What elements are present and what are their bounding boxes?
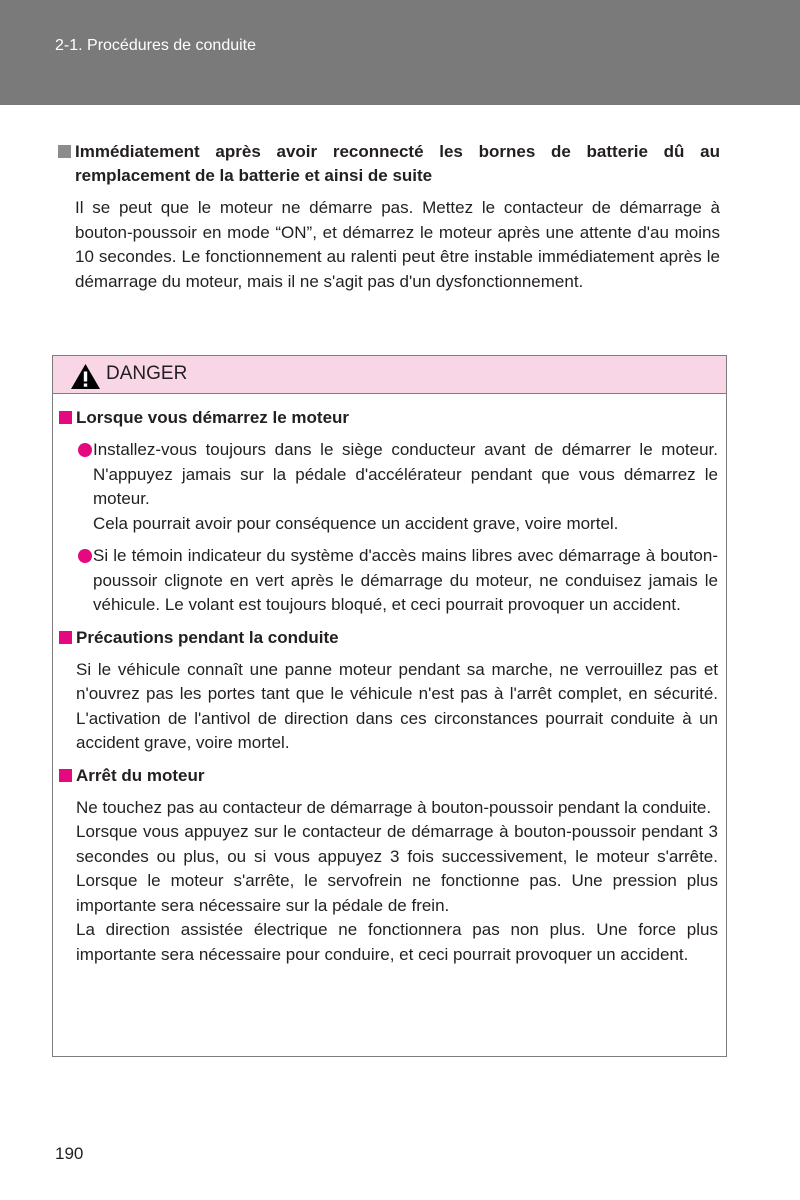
square-bullet-icon: [59, 411, 72, 424]
round-bullet-icon: [78, 549, 92, 563]
danger-paragraph: Ne touchez pas au contacteur de démarrage à bouton-poussoir pendant la conduite.: [76, 797, 712, 817]
section-body: Il se peut que le moteur ne démarre pas. Mettez le contacteur de démarrage à bouton-poussoir en mode “ON”, et démarrez le moteur après une attente d'au moins 10 secondes. Le fonctionnement au ralenti peut être instable immédiatement après le démarrage du moteur, mais il ne s'agit pas d'un dysfonctionnement.: [75, 198, 720, 291]
warning-triangle-icon: [70, 363, 101, 390]
danger-paragraph: Lorsque vous appuyez sur le contacteur de démarrage à bouton-poussoir pendant 3 secondes ou plus, ou si vous appuyez 3 fois successivement, le moteur s'arrête. Lorsque le moteur s'arrête, le servofrein ne fonctionne pas. Une pression plus importante sera nécessaire sur la pédale de frein.: [76, 822, 718, 915]
section-heading: [55, 140, 720, 188]
danger-header: [53, 356, 726, 394]
list-item-text: Installez-vous toujours dans le siège conducteur avant de démarrer le moteur. N'appuyez jamais sur la pédale d'accélérateur pendant que vous démarrez le moteur.: [93, 440, 718, 508]
danger-heading: [59, 406, 718, 430]
danger-paragraph: La direction assistée électrique ne fonctionnera pas non plus. Une force plus importante sera nécessaire pour conduire, et ceci pourrait provoquer un accident.: [76, 920, 718, 964]
header-bar: [0, 0, 800, 105]
list-item-text: Si le témoin indicateur du système d'accès mains libres avec démarrage à bouton-poussoir clignote en vert après le démarrage du moteur, ne conduisez jamais le véhicule. Le volant est toujours bloqué, et ceci pourrait provoquer un accident.: [93, 546, 718, 614]
danger-label: DANGER: [106, 363, 188, 384]
battery-section: [55, 140, 720, 294]
list-item: [59, 544, 718, 618]
danger-paragraph: Si le véhicule connaît une panne moteur pendant sa marche, ne verrouillez pas et n'ouvrez pas les portes tant que le véhicule n'est pas à l'arrêt complet, en sécurité. L'activation de l'antivol de direction dans ces circonstances pourrait conduite à un accident grave, voire mortel.: [76, 659, 718, 752]
list-item: [59, 438, 718, 536]
danger-heading-text: Lorsque vous démarrez le moteur: [76, 408, 350, 427]
square-bullet-icon: [59, 631, 72, 644]
danger-heading: [59, 764, 718, 788]
danger-heading-text: Arrêt du moteur: [76, 765, 205, 785]
round-bullet-icon: [78, 443, 92, 457]
danger-box: [52, 355, 727, 1057]
list-item-text: Cela pourrait avoir pour conséquence un accident grave, voire mortel.: [93, 513, 619, 533]
breadcrumb: 2-1. Procédures de conduite: [55, 37, 257, 54]
section-heading-text: Immédiatement après avoir reconnecté les bornes de batterie dû au remplacement de la batterie et ainsi de suite: [75, 142, 720, 185]
danger-heading: [59, 626, 718, 650]
danger-heading-text: Précautions pendant la conduite: [76, 627, 339, 647]
square-bullet-icon: [58, 145, 71, 158]
square-bullet-icon: [59, 769, 72, 782]
danger-body: [53, 394, 726, 967]
page-number: 190: [55, 1144, 84, 1163]
